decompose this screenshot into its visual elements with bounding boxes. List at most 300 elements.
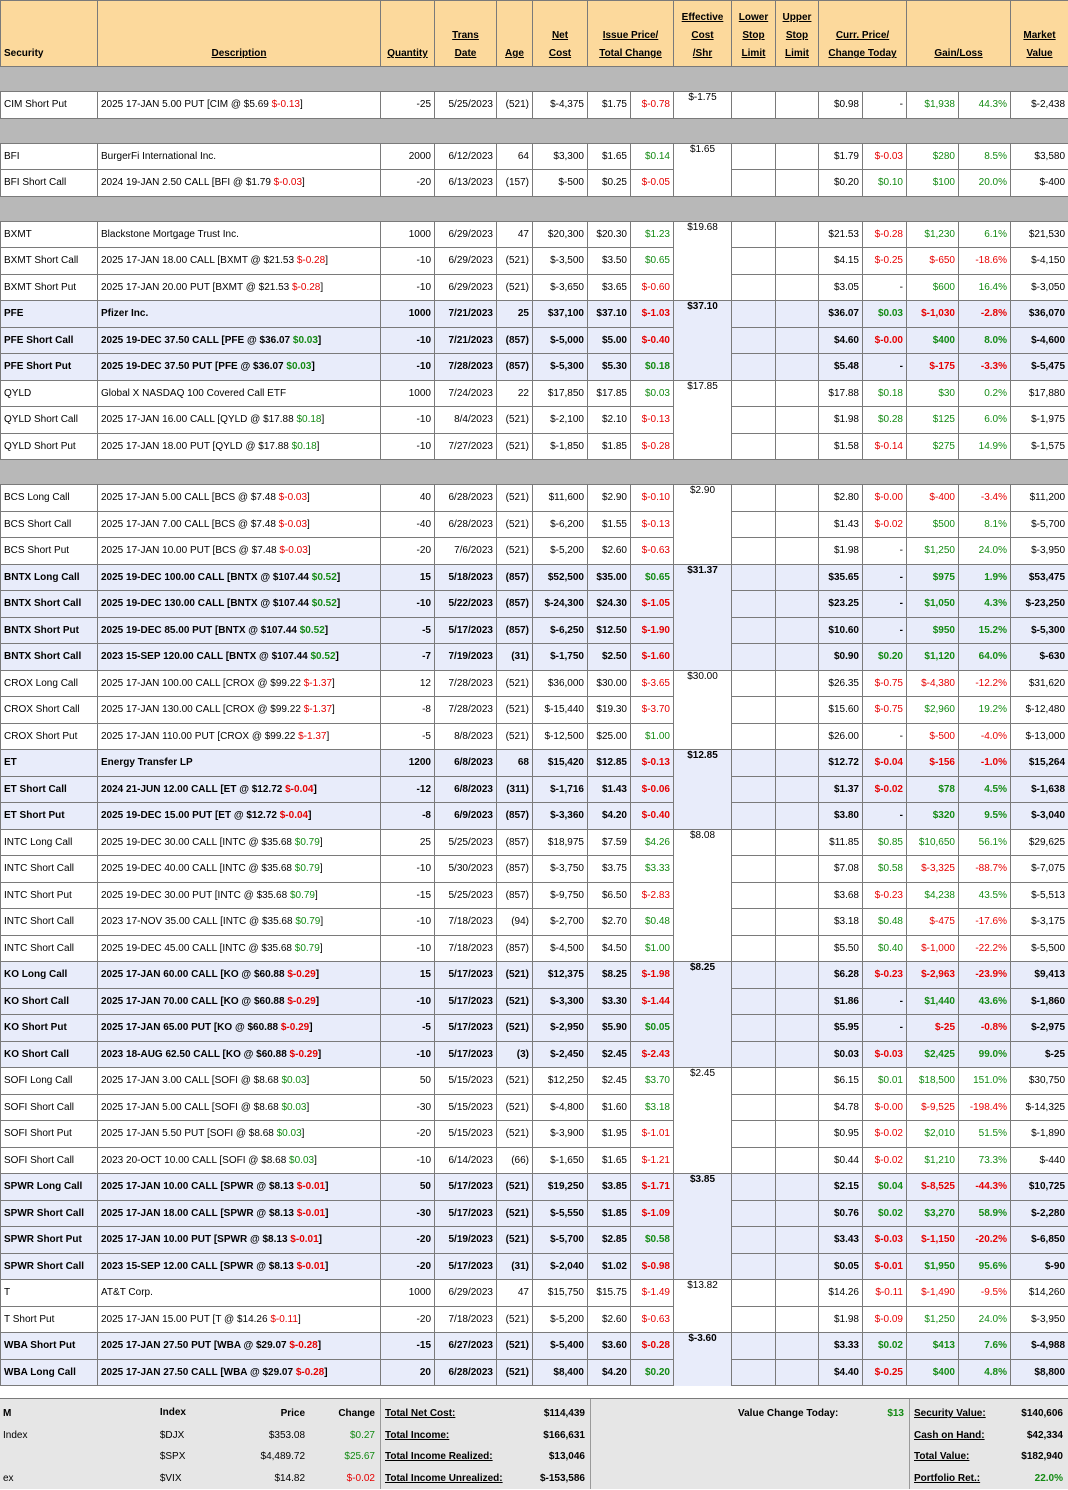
description-text: 2025 17-JAN 130.00 CALL [CROX @ $99.22 — [101, 704, 304, 716]
upper-stop-cell[interactable] — [776, 1068, 819, 1095]
description-text: 2023 17-NOV 35.00 CALL [INTC @ $35.68 — [101, 916, 296, 928]
net-cost-cell: $52,500 — [533, 564, 588, 591]
lower-stop-cell[interactable] — [732, 1280, 776, 1307]
lower-stop-cell[interactable] — [732, 617, 776, 644]
issue-price-cell: $25.00 — [588, 723, 631, 750]
description-text: 2025 19-DEC 40.00 CALL [INTC @ $35.68 — [101, 863, 295, 875]
lower-stop-cell[interactable] — [732, 1333, 776, 1360]
underlying-change: $0.79 — [295, 916, 321, 928]
upper-stop-cell[interactable] — [776, 1015, 819, 1042]
current-price-cell: $0.20 — [819, 170, 863, 197]
current-price-cell: $23.25 — [819, 591, 863, 618]
change-today-cell: $-0.00 — [863, 485, 907, 512]
age-cell: (857) — [497, 856, 533, 883]
separator-cell — [1, 67, 1068, 92]
trans-date-cell: 5/15/2023 — [435, 1094, 497, 1121]
security-cell[interactable]: ET Short Call — [1, 776, 98, 803]
underlying-change: $0.03 — [281, 1075, 307, 1087]
lower-stop-cell[interactable] — [732, 1306, 776, 1333]
description-text: 2025 19-DEC 37.50 CALL [PFE @ $36.07 — [101, 334, 293, 346]
description-end: ] — [307, 492, 310, 504]
description-text: 2025 17-JAN 100.00 CALL [CROX @ $99.22 — [101, 677, 304, 689]
quantity-cell: -40 — [381, 511, 435, 538]
col-gain-loss[interactable]: Gain/Loss — [907, 1, 1011, 67]
net-cost-cell: $-3,650 — [533, 274, 588, 301]
market-value-cell: $-1,860 — [1011, 988, 1068, 1015]
security-cell[interactable]: KO Short Call — [1, 988, 98, 1015]
security-cell[interactable]: KO Long Call — [1, 962, 98, 989]
total-change-cell: $0.05 — [631, 1015, 674, 1042]
description-text: 2024 19-JAN 2.50 CALL [BFI @ $1.79 — [101, 177, 274, 189]
change-today-cell: $-0.75 — [863, 670, 907, 697]
col-upper-stop[interactable]: Upper Stop Limit — [776, 1, 819, 67]
issue-price-cell: $5.90 — [588, 1015, 631, 1042]
lower-stop-cell[interactable] — [732, 1359, 776, 1386]
total-value-link[interactable]: Total Value: — [914, 1451, 970, 1463]
col-description[interactable]: Description — [98, 1, 381, 67]
trans-date-cell: 8/4/2023 — [435, 407, 497, 434]
table-row — [1, 723, 1068, 750]
upper-stop-cell[interactable] — [776, 485, 819, 512]
description-text: Energy Transfer LP — [101, 757, 193, 769]
lower-stop-cell[interactable] — [732, 1094, 776, 1121]
lower-stop-cell[interactable] — [732, 485, 776, 512]
upper-stop-cell[interactable] — [776, 274, 819, 301]
gain-loss-pct-cell: -3.3% — [959, 354, 1011, 381]
security-cell[interactable]: CROX Long Call — [1, 670, 98, 697]
description-text: 2023 20-OCT 10.00 CALL [SOFI @ $8.68 — [101, 1154, 290, 1166]
table-row — [1, 433, 1068, 460]
upper-stop-cell[interactable] — [776, 776, 819, 803]
total-income-link[interactable]: Total Income: — [385, 1429, 450, 1441]
lower-stop-cell[interactable] — [732, 909, 776, 936]
market-value-cell: $-5,513 — [1011, 882, 1068, 909]
security-cell[interactable]: ET Short Put — [1, 803, 98, 830]
total-change-cell: $0.65 — [631, 248, 674, 275]
upper-stop-cell[interactable] — [776, 221, 819, 248]
lower-stop-cell[interactable] — [732, 433, 776, 460]
security-cell[interactable]: CROX Short Call — [1, 697, 98, 724]
upper-stop-cell[interactable] — [776, 882, 819, 909]
upper-stop-cell[interactable] — [776, 1359, 819, 1386]
total-income-realized-link[interactable]: Total Income Realized: — [385, 1451, 493, 1463]
security-cell[interactable]: PFE — [1, 301, 98, 328]
lower-stop-cell[interactable] — [732, 380, 776, 407]
quantity-cell: -5 — [381, 617, 435, 644]
upper-stop-cell[interactable] — [776, 962, 819, 989]
description-end: ] — [336, 571, 341, 583]
lower-stop-cell[interactable] — [732, 538, 776, 565]
current-price-cell: $4.60 — [819, 327, 863, 354]
current-price-cell: $26.00 — [819, 723, 863, 750]
index-name — [0, 1446, 38, 1468]
current-price-cell: $1.98 — [819, 407, 863, 434]
lower-stop-cell[interactable] — [732, 301, 776, 328]
col-security[interactable]: Security — [1, 1, 98, 67]
description-cell — [98, 1068, 381, 1095]
upper-stop-cell[interactable] — [776, 511, 819, 538]
age-cell: (94) — [497, 909, 533, 936]
issue-price-cell: $19.30 — [588, 697, 631, 724]
quantity-cell: -5 — [381, 723, 435, 750]
age-cell: (521) — [497, 274, 533, 301]
net-cost-cell: $17,850 — [533, 380, 588, 407]
lower-stop-cell[interactable] — [732, 1015, 776, 1042]
col-issue-price[interactable]: Issue Price/ Total Change — [588, 1, 674, 67]
effective-cost-cell — [674, 327, 732, 354]
col-curr-price[interactable]: Curr. Price/ Change Today — [819, 1, 907, 67]
net-cost-cell: $-3,900 — [533, 1121, 588, 1148]
upper-stop-cell[interactable] — [776, 697, 819, 724]
security-cell[interactable]: BXMT — [1, 221, 98, 248]
upper-stop-cell[interactable] — [776, 92, 819, 119]
security-cell[interactable]: BXMT Short Call — [1, 248, 98, 275]
col-effective-cost[interactable]: Effective Cost /Shr — [674, 1, 732, 67]
upper-stop-cell[interactable] — [776, 988, 819, 1015]
market-value-cell: $15,264 — [1011, 750, 1068, 777]
total-change-cell: $-0.13 — [631, 750, 674, 777]
security-cell[interactable]: QYLD Short Put — [1, 433, 98, 460]
description-cell — [98, 1200, 381, 1227]
col-net-cost[interactable]: Net Cost — [533, 1, 588, 67]
upper-stop-cell[interactable] — [776, 1041, 819, 1068]
upper-stop-cell[interactable] — [776, 170, 819, 197]
description-cell — [98, 1306, 381, 1333]
upper-stop-cell[interactable] — [776, 617, 819, 644]
gain-loss-pct-cell: 24.0% — [959, 1306, 1011, 1333]
underlying-change: $-0.29 — [280, 1022, 310, 1034]
issue-price-cell: $8.25 — [588, 962, 631, 989]
market-value-cell: $-25 — [1011, 1041, 1068, 1068]
table-row — [1, 1147, 1068, 1174]
market-value-cell: $-3,040 — [1011, 803, 1068, 830]
current-price-cell: $11.85 — [819, 829, 863, 856]
lower-stop-cell[interactable] — [732, 354, 776, 381]
upper-stop-cell[interactable] — [776, 856, 819, 883]
table-row — [1, 92, 1068, 119]
table-row — [1, 644, 1068, 671]
upper-stop-cell[interactable] — [776, 301, 819, 328]
lower-stop-cell[interactable] — [732, 803, 776, 830]
security-cell[interactable]: CROX Short Put — [1, 723, 98, 750]
lower-stop-cell[interactable] — [732, 644, 776, 671]
index-header-price: Price — [280, 1408, 306, 1420]
current-price-cell: $14.26 — [819, 1280, 863, 1307]
upper-stop-cell[interactable] — [776, 433, 819, 460]
upper-stop-cell[interactable] — [776, 670, 819, 697]
description-cell — [98, 92, 381, 119]
upper-stop-cell[interactable] — [776, 1306, 819, 1333]
net-cost-cell: $15,420 — [533, 750, 588, 777]
totals-row — [382, 1446, 588, 1468]
security-cell[interactable]: WBA Short Put — [1, 1333, 98, 1360]
description-text: 2025 17-JAN 18.00 PUT [QYLD @ $17.88 — [101, 440, 292, 452]
lower-stop-cell[interactable] — [732, 723, 776, 750]
change-today-cell: $0.20 — [863, 644, 907, 671]
col-market-value[interactable]: Market Value — [1011, 1, 1068, 67]
gain-loss-cell: $78 — [907, 776, 959, 803]
security-cell[interactable]: BNTX Short Call — [1, 591, 98, 618]
upper-stop-cell[interactable] — [776, 1333, 819, 1360]
upper-stop-cell[interactable] — [776, 354, 819, 381]
lower-stop-cell[interactable] — [732, 750, 776, 777]
gain-loss-cell: $-650 — [907, 248, 959, 275]
issue-price-cell: $4.50 — [588, 935, 631, 962]
gain-loss-pct-cell: 99.0% — [959, 1041, 1011, 1068]
upper-stop-cell[interactable] — [776, 591, 819, 618]
effective-cost-cell: $30.00 — [674, 670, 732, 697]
upper-stop-cell[interactable] — [776, 248, 819, 275]
upper-stop-cell[interactable] — [776, 1121, 819, 1148]
lower-stop-cell[interactable] — [732, 143, 776, 170]
lower-stop-cell[interactable] — [732, 882, 776, 909]
total-change-cell: $0.03 — [631, 380, 674, 407]
upper-stop-cell[interactable] — [776, 1147, 819, 1174]
upper-stop-cell[interactable] — [776, 723, 819, 750]
lower-stop-cell[interactable] — [732, 856, 776, 883]
upper-stop-cell[interactable] — [776, 1280, 819, 1307]
trans-date-cell: 5/25/2023 — [435, 92, 497, 119]
age-cell: (521) — [497, 1227, 533, 1254]
current-price-cell: $0.98 — [819, 92, 863, 119]
lower-stop-cell[interactable] — [732, 327, 776, 354]
total-change-cell: $-1.21 — [631, 1147, 674, 1174]
quantity-cell: 20 — [381, 1359, 435, 1386]
description-cell — [98, 591, 381, 618]
description-cell — [98, 723, 381, 750]
underlying-change: $0.03 — [292, 334, 318, 346]
upper-stop-cell[interactable] — [776, 1253, 819, 1280]
current-price-cell: $0.44 — [819, 1147, 863, 1174]
quantity-cell: 12 — [381, 670, 435, 697]
underlying-change: $-1.37 — [303, 704, 333, 716]
upper-stop-cell[interactable] — [776, 1200, 819, 1227]
upper-stop-cell[interactable] — [776, 829, 819, 856]
lower-stop-cell[interactable] — [732, 829, 776, 856]
gain-loss-pct-cell: 6.1% — [959, 221, 1011, 248]
effective-cost-cell — [674, 407, 732, 434]
issue-price-cell: $1.60 — [588, 1094, 631, 1121]
lower-stop-cell[interactable] — [732, 670, 776, 697]
lower-stop-cell[interactable] — [732, 935, 776, 962]
lower-stop-cell[interactable] — [732, 274, 776, 301]
total-net-cost-link[interactable]: Total Net Cost: — [385, 1408, 456, 1420]
security-cell[interactable]: BFI Short Call — [1, 170, 98, 197]
security-cell[interactable]: SOFI Short Call — [1, 1094, 98, 1121]
security-cell[interactable]: BFI — [1, 143, 98, 170]
underlying-change: $-0.13 — [271, 99, 300, 111]
security-cell[interactable]: ET — [1, 750, 98, 777]
effective-cost-cell — [674, 935, 732, 962]
lower-stop-cell[interactable] — [732, 776, 776, 803]
col-quantity[interactable]: Quantity — [381, 1, 435, 67]
market-value-cell: $-3,950 — [1011, 1306, 1068, 1333]
upper-stop-cell[interactable] — [776, 327, 819, 354]
underlying-change: $0.18 — [296, 414, 322, 426]
lower-stop-cell[interactable] — [732, 248, 776, 275]
description-text: 2025 19-DEC 30.00 CALL [INTC @ $35.68 — [101, 836, 295, 848]
quantity-cell: 40 — [381, 485, 435, 512]
description-end: ] — [316, 440, 320, 452]
col-age[interactable]: Age — [497, 1, 533, 67]
security-cell[interactable]: SPWR Short Call — [1, 1253, 98, 1280]
security-cell[interactable]: CIM Short Put — [1, 92, 98, 119]
lower-stop-cell[interactable] — [732, 1253, 776, 1280]
market-value-cell: $-3,175 — [1011, 909, 1068, 936]
description-cell — [98, 1121, 381, 1148]
underlying-change: $0.79 — [294, 942, 320, 954]
security-cell[interactable]: SPWR Long Call — [1, 1174, 98, 1201]
security-value-link[interactable]: Security Value: — [914, 1408, 986, 1420]
table-row — [1, 1333, 1068, 1360]
lower-stop-cell[interactable] — [732, 221, 776, 248]
description-text: 2025 17-JAN 65.00 PUT [KO @ $60.88 — [101, 1022, 281, 1034]
security-cell[interactable]: KO Short Put — [1, 1015, 98, 1042]
security-cell[interactable]: PFE Short Put — [1, 354, 98, 381]
security-cell[interactable]: SOFI Short Put — [1, 1121, 98, 1148]
col-trans-date[interactable]: Trans Date — [435, 1, 497, 67]
current-price-cell: $6.28 — [819, 962, 863, 989]
table-row — [1, 750, 1068, 777]
security-cell[interactable]: T Short Put — [1, 1306, 98, 1333]
upper-stop-cell[interactable] — [776, 538, 819, 565]
security-cell[interactable]: INTC Short Call — [1, 856, 98, 883]
security-cell[interactable]: QYLD — [1, 380, 98, 407]
description-cell — [98, 485, 381, 512]
security-cell[interactable]: BNTX Short Call — [1, 644, 98, 671]
gain-loss-cell: $-1,490 — [907, 1280, 959, 1307]
lower-stop-cell[interactable] — [732, 1147, 776, 1174]
change-today-cell: $-0.03 — [863, 1041, 907, 1068]
lower-stop-cell[interactable] — [732, 1041, 776, 1068]
description-cell — [98, 1041, 381, 1068]
underlying-change: $-0.11 — [270, 1313, 298, 1325]
lower-stop-cell[interactable] — [732, 407, 776, 434]
lower-stop-cell[interactable] — [732, 511, 776, 538]
upper-stop-cell[interactable] — [776, 909, 819, 936]
security-cell[interactable]: INTC Short Call — [1, 909, 98, 936]
description-cell — [98, 829, 381, 856]
upper-stop-cell[interactable] — [776, 644, 819, 671]
lower-stop-cell[interactable] — [732, 1121, 776, 1148]
age-cell: (521) — [497, 511, 533, 538]
issue-price-cell: $3.85 — [588, 1174, 631, 1201]
description-cell — [98, 1147, 381, 1174]
upper-stop-cell[interactable] — [776, 803, 819, 830]
security-cell[interactable]: BCS Short Call — [1, 511, 98, 538]
gain-loss-cell: $1,938 — [907, 92, 959, 119]
total-income-realized-value: $13,046 — [548, 1451, 585, 1463]
portfolio-return-link[interactable]: Portfolio Ret.: — [914, 1472, 981, 1484]
net-cost-cell: $-2,040 — [533, 1253, 588, 1280]
upper-stop-cell[interactable] — [776, 380, 819, 407]
security-cell[interactable]: SPWR Short Put — [1, 1227, 98, 1254]
age-cell: (857) — [497, 617, 533, 644]
upper-stop-cell[interactable] — [776, 407, 819, 434]
underlying-change: $-0.29 — [289, 1048, 318, 1060]
security-cell[interactable]: BXMT Short Put — [1, 274, 98, 301]
lower-stop-cell[interactable] — [732, 591, 776, 618]
lower-stop-cell[interactable] — [732, 1068, 776, 1095]
total-change-cell: $1.00 — [631, 723, 674, 750]
effective-cost-cell — [674, 776, 732, 803]
lower-stop-cell[interactable] — [732, 697, 776, 724]
upper-stop-cell[interactable] — [776, 564, 819, 591]
upper-stop-cell[interactable] — [776, 935, 819, 962]
upper-stop-cell[interactable] — [776, 1094, 819, 1121]
total-income-unrealized-link[interactable]: Total Income Unrealized: — [385, 1472, 503, 1484]
security-cell[interactable]: T — [1, 1280, 98, 1307]
lower-stop-cell[interactable] — [732, 1227, 776, 1254]
net-cost-cell: $-1,650 — [533, 1147, 588, 1174]
upper-stop-cell[interactable] — [776, 143, 819, 170]
description-text: BurgerFi International Inc. — [101, 150, 217, 162]
lower-stop-cell[interactable] — [732, 564, 776, 591]
age-cell: (857) — [497, 564, 533, 591]
security-value-amount: $140,606 — [1021, 1408, 1063, 1420]
security-cell[interactable]: BNTX Short Put — [1, 617, 98, 644]
col-lower-stop[interactable]: Lower Stop Limit — [732, 1, 776, 67]
quantity-cell: -15 — [381, 882, 435, 909]
upper-stop-cell[interactable] — [776, 1174, 819, 1201]
security-cell[interactable]: SOFI Long Call — [1, 1068, 98, 1095]
gain-loss-pct-cell: 24.0% — [959, 538, 1011, 565]
total-change-cell: $0.58 — [631, 1227, 674, 1254]
security-cell[interactable]: INTC Short Call — [1, 935, 98, 962]
age-cell: (521) — [497, 92, 533, 119]
table-row — [1, 909, 1068, 936]
lower-stop-cell[interactable] — [732, 92, 776, 119]
cash-on-hand-link[interactable]: Cash on Hand: — [914, 1429, 985, 1441]
underlying-change: $-0.29 — [287, 969, 316, 981]
security-cell[interactable]: BCS Short Put — [1, 538, 98, 565]
gain-loss-pct-cell: -198.4% — [959, 1094, 1011, 1121]
upper-stop-cell[interactable] — [776, 750, 819, 777]
net-cost-cell: $-1,850 — [533, 433, 588, 460]
security-cell[interactable]: WBA Long Call — [1, 1359, 98, 1386]
description-end: ] — [320, 281, 324, 293]
upper-stop-cell[interactable] — [776, 1227, 819, 1254]
security-cell[interactable]: QYLD Short Call — [1, 407, 98, 434]
lower-stop-cell[interactable] — [732, 1200, 776, 1227]
security-cell[interactable]: KO Short Call — [1, 1041, 98, 1068]
security-cell[interactable]: SPWR Short Call — [1, 1200, 98, 1227]
effective-cost-cell — [674, 697, 732, 724]
issue-price-cell: $30.00 — [588, 670, 631, 697]
separator-cell — [1, 196, 1068, 221]
quantity-cell: -10 — [381, 433, 435, 460]
change-today-cell: $-0.23 — [863, 882, 907, 909]
issue-price-cell: $2.50 — [588, 644, 631, 671]
lower-stop-cell[interactable] — [732, 1174, 776, 1201]
lower-stop-cell[interactable] — [732, 170, 776, 197]
security-cell[interactable]: PFE Short Call — [1, 327, 98, 354]
description-text: 2025 17-JAN 18.00 CALL [BXMT @ $21.53 — [101, 255, 297, 267]
description-end: ] — [314, 1154, 317, 1166]
security-cell[interactable]: BCS Long Call — [1, 485, 98, 512]
effective-cost-cell — [674, 856, 732, 883]
lower-stop-cell[interactable] — [732, 962, 776, 989]
value-change-label: Value Change Today: — [738, 1408, 839, 1420]
security-cell[interactable]: SOFI Short Call — [1, 1147, 98, 1174]
security-cell[interactable]: BNTX Long Call — [1, 564, 98, 591]
security-cell[interactable]: INTC Short Put — [1, 882, 98, 909]
underlying-change: $-1.37 — [298, 730, 327, 742]
lower-stop-cell[interactable] — [732, 988, 776, 1015]
security-cell[interactable]: INTC Long Call — [1, 829, 98, 856]
net-cost-cell: $-5,000 — [533, 327, 588, 354]
age-cell: (521) — [497, 1333, 533, 1360]
